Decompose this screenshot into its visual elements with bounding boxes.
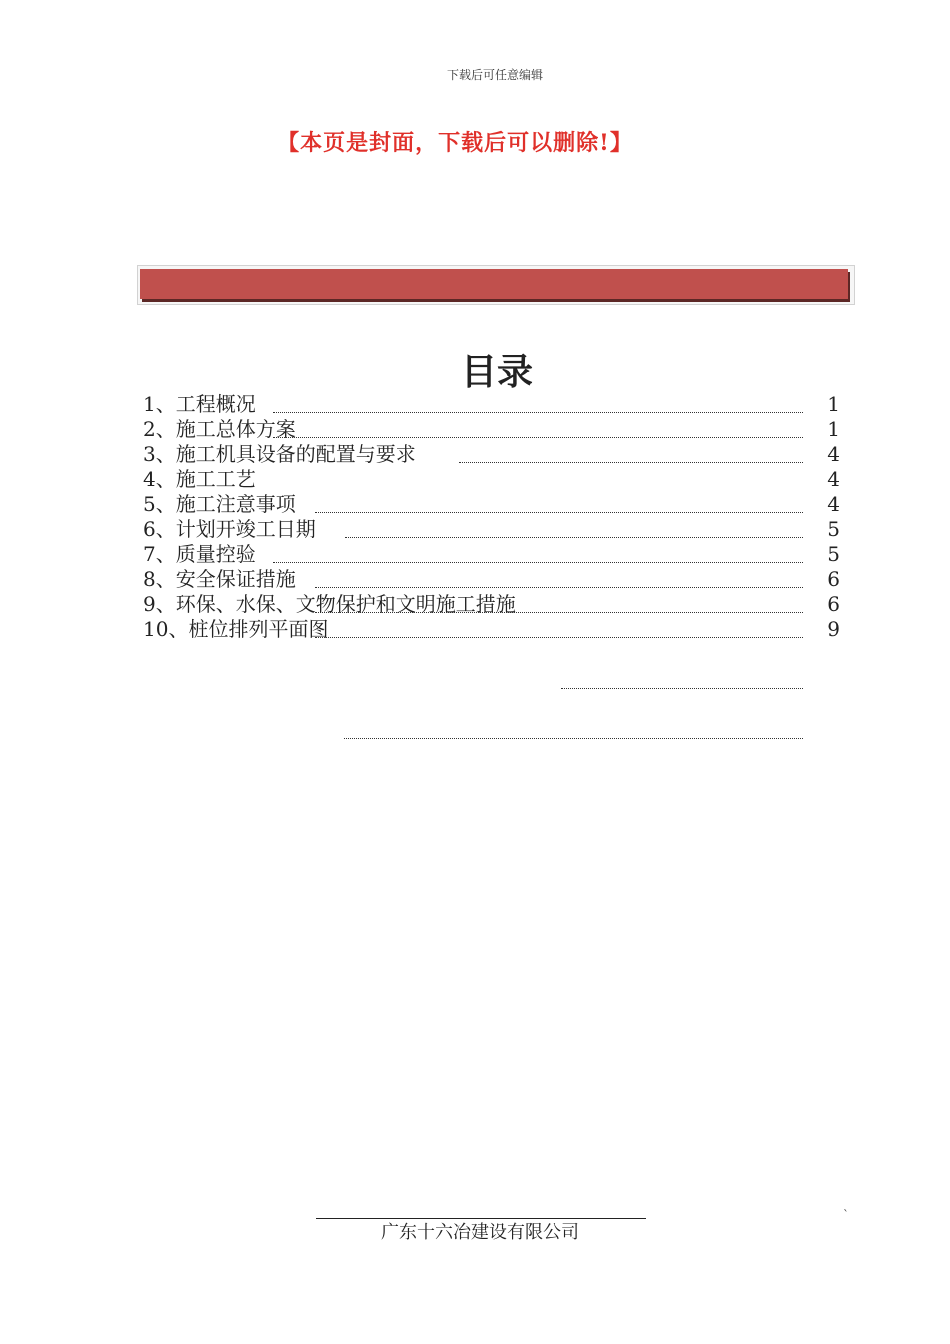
toc-entry-1[interactable]: [143, 392, 840, 417]
toc-entry-label: 2、施工总体方案: [143, 417, 296, 441]
toc-entry-7[interactable]: [143, 542, 840, 567]
toc-entry-page: 5: [827, 517, 840, 541]
header-note: 下载后可任意编辑: [446, 68, 543, 82]
toc-entry-6[interactable]: [143, 517, 840, 542]
dotted-leader-line: [344, 738, 803, 739]
toc-entry-page: 9: [827, 617, 840, 641]
toc-entry-label: 9、环保、水保、文物保护和文明施工措施: [143, 592, 516, 616]
toc-entry-label: 7、质量控验: [143, 542, 256, 566]
toc-entry-2[interactable]: [143, 417, 840, 442]
toc-leader: [459, 462, 803, 463]
toc-entry-label: 5、施工注意事项: [143, 492, 296, 516]
toc-entry-page: 1: [827, 417, 840, 441]
toc-leader: [273, 437, 803, 438]
toc-entry-page: 6: [827, 592, 840, 616]
toc-entry-page: 4: [827, 442, 840, 466]
toc-leader: [345, 537, 803, 538]
toc-entry-page: 6: [827, 567, 840, 591]
toc-leader: [315, 587, 803, 588]
corner-mark: `: [843, 1208, 849, 1222]
toc-entry-9[interactable]: [143, 592, 840, 617]
toc-entry-page: 1: [827, 392, 840, 416]
toc-entry-page: 4: [827, 492, 840, 516]
toc-leader: [315, 512, 803, 513]
toc-leader: [273, 412, 803, 413]
toc-entry-page: 5: [827, 542, 840, 566]
toc-entry-3[interactable]: [143, 442, 840, 467]
toc-leader: [315, 637, 803, 638]
footer-company: 广东十六冶建设有限公司: [381, 1222, 579, 1243]
toc-entry-label: 1、工程概况: [143, 392, 256, 416]
toc-entry-10[interactable]: [143, 617, 840, 642]
toc-entry-5[interactable]: [143, 492, 840, 517]
cover-notice: 【本页是封面，下载后可以删除!】: [277, 130, 633, 156]
dotted-leader-line: [561, 688, 803, 689]
toc-entry-4[interactable]: [143, 467, 840, 492]
toc-entry-label: 3、施工机具设备的配置与要求: [143, 442, 416, 466]
toc-leader: [273, 562, 803, 563]
toc-title: 目录: [460, 351, 533, 393]
toc-entry-8[interactable]: [143, 567, 840, 592]
toc-entry-label: 6、计划开竣工日期: [143, 517, 316, 541]
toc-entry-label: 4、施工工艺: [143, 467, 256, 491]
toc-entry-page: 4: [827, 467, 840, 491]
banner-bar: [140, 269, 848, 299]
toc-entry-label: 8、安全保证措施: [143, 567, 296, 591]
toc-entry-label: 10、桩位排列平面图: [143, 617, 329, 641]
